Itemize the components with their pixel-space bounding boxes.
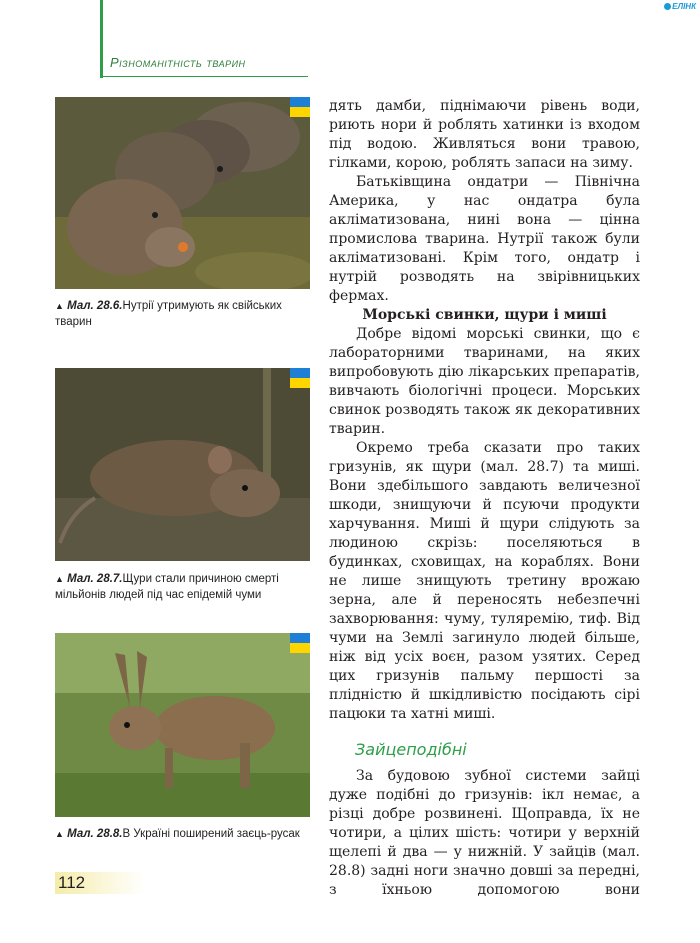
ukraine-flag-icon	[290, 633, 310, 653]
figure-caption: ▲ Мал. 28.6.Нутрії утримують як свійських тварин	[55, 300, 282, 328]
main-text-column	[329, 97, 640, 900]
subheading-guinea-pigs: Морські свинки, щури і миші	[362, 307, 607, 323]
paragraph: Окремо треба сказати про таких гризунів, як щури (мал. 28.7) та миші. Вони здебільшого завдають величезної шкоди, знищуючи й псуючи продукти харчування. Миші й щури слідують за людиною скрізь: поселяються в будинках, сховищах, на кораблях. Вони не лише знищують третину врожаю зерна, але й переносять небезпечні захворювання: чуму, туляремію, тиф. Від чуми на Землі загинуло людей більше, ніж від усіх воєн, разом узятих. Серед цих гризунів пальму першості за плідністю й шкідливістю посідають сірі пацюки та хатні миші.	[329, 440, 640, 722]
header-accent-bar	[100, 0, 103, 78]
paragraph: За будовою зубної системи зайці дуже подібні до гризунів: ікл немає, а різці добре розвинені. Щоправда, їх не чотири, а цілих шість: чотири у верхній щелепі й два — у нижній. У зайців (мал. 28.8) задні ноги значно довші за передні, з їхньою допомогою вони	[329, 768, 640, 898]
paragraph: дять дамби, піднімаючи рівень води, риють нори й роблять хатинки із входом під водою. Живляться вони травою, гілками, корою, роблять запаси на зиму.	[329, 98, 640, 171]
hare-photo	[55, 633, 310, 817]
publisher-name: ЕЛІНК	[672, 2, 696, 11]
page-number: 112	[58, 873, 86, 892]
figure-caption: ▲ Мал. 28.7.Щури стали причиною смерті мільйонів людей під час епідемій чуми	[55, 573, 279, 601]
figure-caption: ▲ Мал. 28.8.В Україні поширений заєць-русак	[55, 828, 300, 840]
logo-icon	[664, 3, 671, 10]
paragraph: Батьківщина ондатри — Північна Америка, у нас ондатра була акліматизована, нині вона — цінна промислова тварина. Нутрії також були акліматизовані. Крім того, ондатр і нутрій розводять на звірівницьких фермах.	[329, 174, 640, 304]
section-title: Різноманітність тварин	[110, 55, 246, 70]
publisher-logo	[664, 2, 696, 11]
header-rule	[103, 76, 308, 77]
nutria-photo	[55, 97, 310, 289]
paragraph: Добре відомі морські свинки, що є лабораторними тваринами, на яких випробовують дію лікарських препаратів, вивчають біологічні процеси. Морських свинок розводять також як декоративних тварин.	[329, 326, 640, 437]
section-heading-hares: Зайцеподібні	[355, 740, 467, 759]
ukraine-flag-icon	[290, 368, 310, 388]
ukraine-flag-icon	[290, 97, 310, 117]
rat-photo	[55, 368, 310, 561]
page-number-badge	[55, 872, 145, 894]
